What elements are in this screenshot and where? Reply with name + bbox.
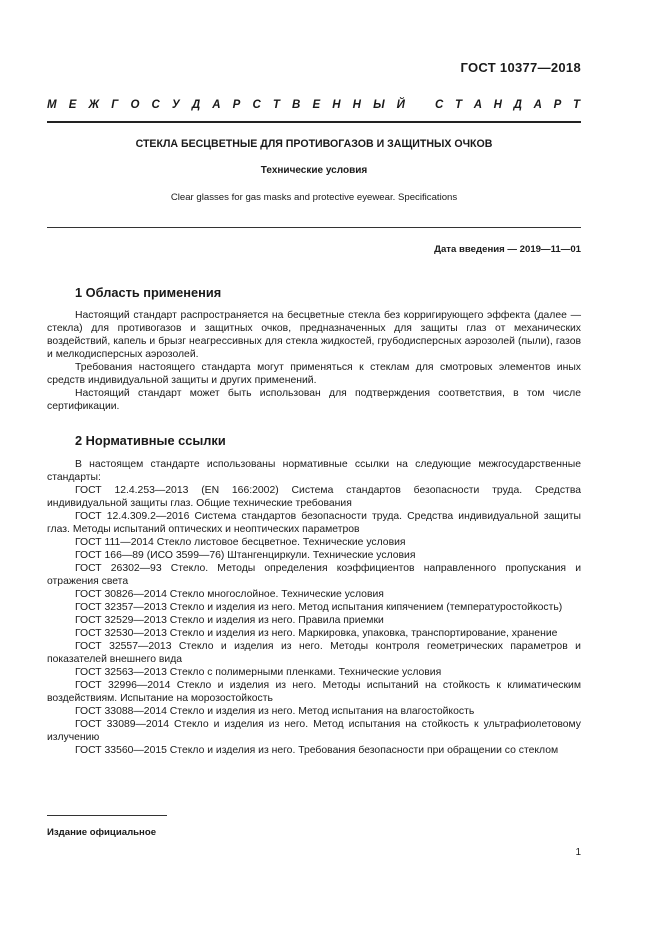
reference-item: ГОСТ 33088—2014 Стекло и изделия из него. Метод испытания на влагостойкость [75,706,475,717]
interstate-standard-banner [47,99,580,112]
title-divider [47,227,581,228]
document-subtitle: Технические условия [260,165,368,176]
reference-item: ГОСТ 30826—2014 Стекло многослойное. Технические условия [75,589,384,600]
banner-letter: Д [513,99,522,111]
banner-letter: Е [312,99,321,111]
banner-letter: Г [111,99,119,111]
document-code: ГОСТ 10377—2018 [460,60,581,75]
reference-item: ГОСТ 26302—93 Стекло. Методы определения коэффициентов направленного пропускания и отражения света [47,563,581,587]
banner-letter: С [252,99,261,111]
banner-letter: Д [191,99,201,111]
reference-item: ГОСТ 32530—2013 Стекло и изделия из него. Маркировка, упаковка, транспортирование, хранение [75,628,558,639]
english-title: Clear glasses for gas masks and protective eyewear. Specifications [170,192,458,203]
banner-letter: Т [572,99,580,111]
banner-letter: Ж [88,99,100,111]
banner-letter: А [473,99,482,111]
page-number: 1 [575,847,581,858]
banner-letter: У [171,99,180,111]
reference-item: ГОСТ 12.4.253—2013 (EN 166:2002) Система стандартов безопасности труда. Средства индивидуальной защиты глаз. Общие технические требования [47,485,581,509]
reference-item: ГОСТ 111—2014 Стекло листовое бесцветное. Технические условия [75,537,406,548]
reference-item: ГОСТ 33089—2014 Стекло и изделия из него. Метод испытания на стойкость к ультрафиолетовому излучению [47,719,581,743]
section-2-body [47,458,581,757]
reference-item: ГОСТ 12.4.309.2—2016 Система стандартов безопасности труда. Средства индивидуальной защиты глаз. Методы испытаний оптических и неоптических параметров [47,511,581,535]
interstate-word [47,99,405,112]
reference-item: ГОСТ 166—89 (ИСО 3599—76) Штангенциркули. Технические условия [75,550,416,561]
banner-letter: Ы [373,99,385,111]
banner-letter: Н [352,99,361,111]
section-1-body [47,309,581,413]
banner-letter: Т [454,99,463,111]
reference-item: ГОСТ 32557—2013 Стекло и изделия из него. Методы контроля геометрических параметров и показателей внешнего вида [47,641,581,665]
reference-item: ГОСТ 32996—2014 Стекло и изделия из него. Методы испытаний на стойкость к климатическим воздействиям. Испытание на морозостойкость [47,680,581,704]
banner-letter: Е [68,99,77,111]
paragraph: Требования настоящего стандарта могут применяться к стеклам для смотровых элементов иных средств индивидуальной защиты и других применений. [47,362,581,386]
paragraph: Настоящий стандарт распространяется на бесцветные стекла без корригирующего эффекта (далее — стекла) для противогазов и защитных очков, предназначенных для защиты глаз от механических воздействий, капель и брызг неагрессивных для стекла жидкостей, грубодисперсных аэрозолей (пыли), газов и мелкодисперсных аэрозолей. [47,310,581,360]
reference-item: ГОСТ 32563—2013 Стекло с полимерными пленками. Технические условия [75,667,442,678]
banner-letter: Р [553,99,562,111]
footer-divider [47,815,167,816]
banner-letter: Н [332,99,341,111]
reference-item: ГОСТ 32357—2013 Стекло и изделия из него. Метод испытания кипячением (температуростойкость) [75,602,563,613]
banner-letter: Р [232,99,241,111]
reference-item: ГОСТ 33560—2015 Стекло и изделия из него. Требования безопасности при обращении со стеклом [75,745,559,756]
banner-letter: А [212,99,221,111]
banner-letter: Й [396,99,405,111]
section-2-heading: 2 Нормативные ссылки [75,433,226,448]
paragraph: В настоящем стандарте использованы нормативные ссылки на следующие межгосударственные стандарты: [47,459,581,483]
paragraph: Настоящий стандарт может быть использован для подтверждения соответствия, в том числе сертификации. [47,388,581,412]
introduction-date: Дата введения — 2019—11—01 [434,244,581,255]
banner-letter: О [130,99,140,111]
official-edition-note: Издание официальное [47,827,157,838]
standard-word [435,99,580,112]
banner-letter: М [47,99,57,111]
reference-item: ГОСТ 32529—2013 Стекло и изделия из него. Правила приемки [75,615,384,626]
banner-letter: С [151,99,160,111]
banner-letter: Н [493,99,502,111]
document-title: СТЕКЛА БЕСЦВЕТНЫЕ ДЛЯ ПРОТИВОГАЗОВ И ЗАЩИТНЫХ ОЧКОВ [135,138,493,150]
header-divider [47,121,581,123]
banner-letter: В [292,99,301,111]
banner-letter: Т [272,99,280,111]
banner-letter: С [435,99,444,111]
section-1-heading: 1 Область применения [75,285,222,300]
banner-letter: А [533,99,542,111]
